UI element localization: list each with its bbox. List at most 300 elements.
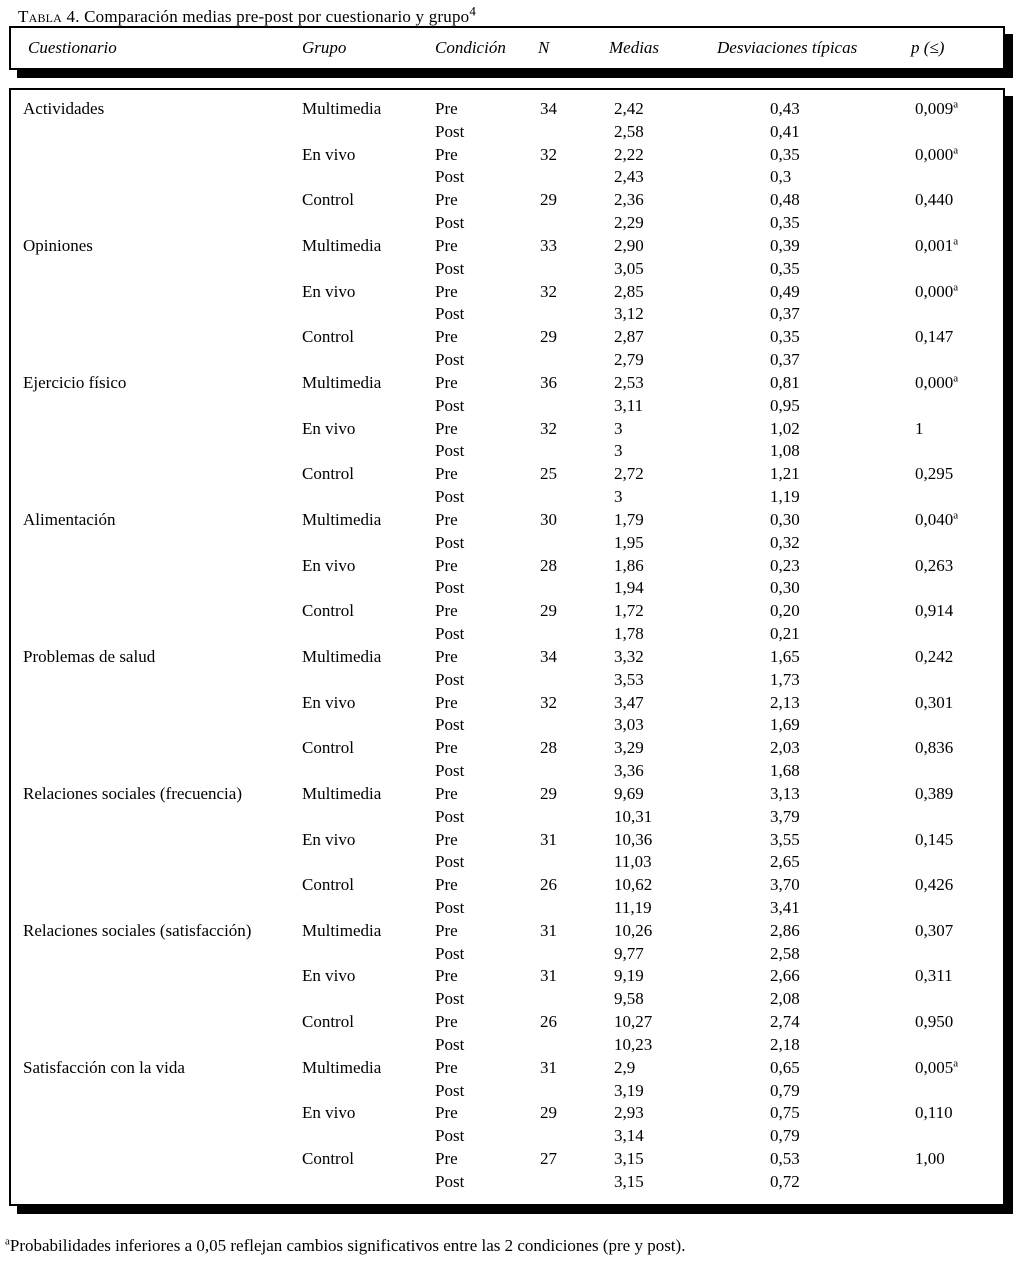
cell-sd: 0,20	[770, 601, 800, 621]
cell-media: 3,14	[614, 1126, 644, 1146]
cell-p: 0,147	[915, 327, 954, 347]
cell-media: 3,32	[614, 646, 644, 666]
cell-p	[911, 440, 1003, 463]
cell-grupo: En vivo	[302, 281, 356, 301]
cell-n: 31	[540, 920, 557, 940]
cell-condicion: Pre	[435, 920, 458, 940]
cell-grupo	[302, 714, 435, 737]
column-header-grupo: Grupo	[302, 38, 347, 57]
cell-n	[538, 806, 609, 829]
table-row	[11, 829, 1003, 852]
table-row	[11, 281, 1003, 304]
table-row	[11, 98, 1003, 121]
cell-condicion: Post	[435, 213, 465, 233]
cell-sd: 2,74	[770, 1012, 800, 1032]
cell-p: 0,263	[915, 555, 954, 575]
cell-sd: 3,55	[770, 829, 800, 849]
cell-p: 1	[915, 418, 924, 438]
table-footnote	[5, 1236, 1024, 1256]
cell-p	[911, 897, 1003, 920]
table-row	[11, 121, 1003, 144]
cell-media: 9,19	[614, 966, 644, 986]
cell-condicion: Post	[435, 258, 465, 278]
cell-condicion: Post	[435, 1126, 465, 1146]
cell-n	[538, 669, 609, 692]
cell-cuestionario	[11, 212, 302, 235]
cell-n	[538, 258, 609, 281]
cell-media: 10,62	[614, 875, 653, 895]
table-row	[11, 1080, 1003, 1103]
cell-p: 0,950	[915, 1012, 954, 1032]
cell-media: 3,15	[614, 1171, 644, 1191]
cell-p	[911, 623, 1003, 646]
cell-cuestionario	[11, 189, 302, 212]
cell-p	[911, 851, 1003, 874]
cell-media: 9,58	[614, 989, 644, 1009]
cell-p	[911, 395, 1003, 418]
cell-sd: 2,13	[770, 692, 800, 712]
table-row	[11, 623, 1003, 646]
cell-cuestionario	[11, 395, 302, 418]
cell-sd: 2,86	[770, 920, 800, 940]
column-header-n: N	[538, 38, 550, 57]
cell-condicion: Post	[435, 578, 465, 598]
cell-sd: 0,48	[770, 190, 800, 210]
cell-grupo: Control	[302, 601, 354, 621]
cell-p	[911, 303, 1003, 326]
cell-media: 3	[614, 441, 623, 461]
cell-p: 0,836	[915, 738, 954, 758]
table-row	[11, 943, 1003, 966]
cell-cuestionario	[11, 851, 302, 874]
cell-cuestionario	[11, 806, 302, 829]
cell-media: 3,05	[614, 258, 644, 278]
cell-condicion: Pre	[435, 464, 458, 484]
cell-cuestionario: Ejercicio físico	[23, 372, 127, 392]
cell-grupo	[302, 395, 435, 418]
cell-condicion: Post	[435, 532, 465, 552]
cell-media: 3	[614, 487, 623, 507]
cell-cuestionario	[11, 965, 302, 988]
table-row	[11, 372, 1003, 395]
cell-media: 1,78	[614, 624, 644, 644]
cell-sd: 3,70	[770, 875, 800, 895]
table-title	[18, 3, 1024, 26]
cell-sd: 1,08	[770, 441, 800, 461]
cell-n: 29	[540, 601, 557, 621]
cell-grupo: Multimedia	[302, 783, 382, 803]
column-header-medias: Medias	[609, 38, 660, 57]
table-row	[11, 189, 1003, 212]
cell-grupo	[302, 897, 435, 920]
cell-cuestionario	[11, 303, 302, 326]
cell-cuestionario	[11, 897, 302, 920]
cell-sd: 0,30	[770, 509, 800, 529]
footnote-text: Probabilidades inferiores a 0,05 reflejan cambios significativos entre las 2 condiciones (pre y post).	[9, 1235, 686, 1255]
cell-p	[911, 943, 1003, 966]
cell-condicion: Pre	[435, 509, 458, 529]
cell-condicion: Post	[435, 761, 465, 781]
cell-n	[538, 212, 609, 235]
cell-grupo: En vivo	[302, 692, 356, 712]
significance-superscript: a	[953, 235, 959, 248]
cell-media: 2,53	[614, 372, 644, 392]
cell-cuestionario	[11, 943, 302, 966]
cell-grupo: Multimedia	[302, 372, 382, 392]
cell-media: 2,87	[614, 327, 644, 347]
cell-p: 0,040$^a$	[915, 509, 959, 529]
cell-p	[911, 1034, 1003, 1057]
table-row	[11, 1148, 1003, 1171]
cell-sd: 0,49	[770, 281, 800, 301]
cell-p: 0,000$^a$	[915, 372, 959, 392]
cell-n: 32	[540, 692, 557, 712]
cell-n	[538, 303, 609, 326]
table-row	[11, 212, 1003, 235]
cell-grupo: En vivo	[302, 555, 356, 575]
cell-cuestionario	[11, 829, 302, 852]
significance-superscript: a	[953, 98, 959, 111]
cell-condicion: Post	[435, 350, 465, 370]
cell-n	[538, 943, 609, 966]
header-table	[11, 28, 1003, 68]
cell-p: 0,000$^a$	[915, 144, 959, 164]
cell-p: 0,301	[915, 692, 954, 712]
cell-media: 10,31	[614, 806, 653, 826]
table-row	[11, 874, 1003, 897]
cell-grupo	[302, 1034, 435, 1057]
cell-grupo	[302, 851, 435, 874]
table-row	[11, 714, 1003, 737]
cell-condicion: Pre	[435, 1149, 458, 1169]
cell-condicion: Pre	[435, 692, 458, 712]
cell-condicion: Pre	[435, 235, 458, 255]
cell-sd: 0,35	[770, 327, 800, 347]
cell-media: 11,03	[614, 852, 652, 872]
cell-cuestionario	[11, 463, 302, 486]
cell-grupo	[302, 760, 435, 783]
table-row	[11, 532, 1003, 555]
cell-n: 34	[540, 646, 557, 666]
cell-p	[911, 1080, 1003, 1103]
column-header-cuestionario: Cuestionario	[28, 38, 117, 57]
cell-p: 0,145	[915, 829, 954, 849]
cell-n	[538, 532, 609, 555]
cell-cuestionario	[11, 1125, 302, 1148]
cell-grupo: Control	[302, 327, 354, 347]
significance-superscript: a	[953, 372, 959, 385]
cell-sd: 1,19	[770, 487, 800, 507]
cell-condicion: Post	[435, 1171, 465, 1191]
cell-cuestionario	[11, 737, 302, 760]
cell-sd: 2,65	[770, 852, 800, 872]
cell-condicion: Pre	[435, 418, 458, 438]
cell-condicion: Pre	[435, 783, 458, 803]
cell-sd: 1,73	[770, 669, 800, 689]
table-row	[11, 418, 1003, 441]
cell-cuestionario	[11, 600, 302, 623]
cell-sd: 0,79	[770, 1126, 800, 1146]
cell-n	[538, 577, 609, 600]
cell-p	[911, 806, 1003, 829]
cell-sd: 1,69	[770, 715, 800, 735]
cell-media: 3,29	[614, 738, 644, 758]
table-row	[11, 760, 1003, 783]
cell-cuestionario	[11, 258, 302, 281]
cell-condicion: Post	[435, 487, 465, 507]
document-page	[0, 3, 1024, 1269]
cell-sd: 2,18	[770, 1034, 800, 1054]
table-row	[11, 692, 1003, 715]
cell-media: 10,23	[614, 1034, 653, 1054]
table-row	[11, 509, 1003, 532]
table-row	[11, 440, 1003, 463]
cell-sd: 0,35	[770, 258, 800, 278]
cell-grupo: Multimedia	[302, 99, 382, 118]
cell-sd: 0,53	[770, 1149, 800, 1169]
cell-media: 2,9	[614, 1057, 636, 1077]
cell-condicion: Post	[435, 897, 465, 917]
cell-cuestionario	[11, 1171, 302, 1194]
cell-sd: 3,13	[770, 783, 800, 803]
table-body	[11, 98, 1003, 1194]
table-row	[11, 486, 1003, 509]
cell-media: 3,03	[614, 715, 644, 735]
cell-condicion: Pre	[435, 99, 458, 118]
cell-cuestionario	[11, 555, 302, 578]
cell-n	[538, 1171, 609, 1194]
column-header-condicion: Condición	[435, 38, 506, 57]
cell-sd: 0,39	[770, 235, 800, 255]
cell-p	[911, 486, 1003, 509]
cell-sd: 0,35	[770, 213, 800, 233]
table-row	[11, 1057, 1003, 1080]
cell-cuestionario	[11, 1102, 302, 1125]
cell-cuestionario: Relaciones sociales (frecuencia)	[23, 783, 242, 803]
table-row	[11, 920, 1003, 943]
cell-grupo: Control	[302, 875, 354, 895]
cell-condicion: Post	[435, 1080, 465, 1100]
cell-p	[911, 1171, 1003, 1194]
cell-sd: 1,65	[770, 646, 800, 666]
cell-p	[911, 1125, 1003, 1148]
cell-sd: 0,95	[770, 395, 800, 415]
cell-n: 31	[540, 966, 557, 986]
cell-sd: 0,79	[770, 1080, 800, 1100]
cell-sd: 1,02	[770, 418, 800, 438]
cell-n: 36	[540, 372, 557, 392]
table-row	[11, 326, 1003, 349]
cell-grupo: En vivo	[302, 829, 356, 849]
cell-media: 3,36	[614, 761, 644, 781]
cell-p: 0,242	[915, 646, 954, 666]
cell-media: 3,15	[614, 1149, 644, 1169]
cell-condicion: Pre	[435, 327, 458, 347]
cell-media: 2,36	[614, 190, 644, 210]
cell-sd: 0,21	[770, 624, 800, 644]
cell-cuestionario: Satisfacción con la vida	[23, 1057, 185, 1077]
table-row	[11, 851, 1003, 874]
cell-condicion: Pre	[435, 190, 458, 210]
cell-sd: 0,37	[770, 350, 800, 370]
cell-sd: 0,32	[770, 532, 800, 552]
cell-p: 0,110	[915, 1103, 953, 1123]
cell-media: 2,90	[614, 235, 644, 255]
cell-p	[911, 349, 1003, 372]
column-header-p: p (≤)	[911, 38, 945, 57]
cell-p	[911, 258, 1003, 281]
cell-n	[538, 1125, 609, 1148]
cell-media: 2,79	[614, 350, 644, 370]
table-body-box	[9, 88, 1005, 1206]
cell-cuestionario	[11, 532, 302, 555]
cell-p	[911, 714, 1003, 737]
cell-grupo	[302, 1080, 435, 1103]
cell-cuestionario	[11, 760, 302, 783]
cell-condicion: Post	[435, 1034, 465, 1054]
table-row	[11, 258, 1003, 281]
footnote-superscript: a	[5, 1235, 10, 1248]
cell-media: 2,58	[614, 121, 644, 141]
cell-condicion: Pre	[435, 1103, 458, 1123]
cell-grupo: Control	[302, 1149, 354, 1169]
cell-condicion: Pre	[435, 829, 458, 849]
cell-p	[911, 121, 1003, 144]
cell-condicion: Pre	[435, 1057, 458, 1077]
cell-media: 2,72	[614, 464, 644, 484]
cell-n	[538, 623, 609, 646]
table-row	[11, 349, 1003, 372]
cell-p: 0,005$^a$	[915, 1057, 959, 1077]
table-row	[11, 1011, 1003, 1034]
cell-p	[911, 760, 1003, 783]
cell-cuestionario: Problemas de salud	[23, 646, 156, 666]
table-row	[11, 646, 1003, 669]
cell-sd: 0,72	[770, 1171, 800, 1191]
cell-media: 1,79	[614, 509, 644, 529]
table-row	[11, 965, 1003, 988]
cell-grupo: Control	[302, 738, 354, 758]
table-header-box	[9, 26, 1005, 70]
cell-cuestionario: Opiniones	[23, 235, 93, 255]
cell-cuestionario	[11, 1034, 302, 1057]
cell-condicion: Post	[435, 806, 465, 826]
header-row	[11, 28, 1003, 68]
cell-p: 0,001$^a$	[915, 235, 959, 255]
cell-media: 3,53	[614, 669, 644, 689]
cell-p: 0,389	[915, 783, 954, 803]
cell-media: 1,94	[614, 578, 644, 598]
cell-media: 2,43	[614, 167, 644, 187]
cell-grupo	[302, 806, 435, 829]
cell-grupo: Control	[302, 1012, 354, 1032]
cell-n: 29	[540, 190, 557, 210]
cell-grupo: En vivo	[302, 1103, 356, 1123]
table-row	[11, 1125, 1003, 1148]
cell-sd: 0,23	[770, 555, 800, 575]
table-row	[11, 235, 1003, 258]
cell-media: 10,36	[614, 829, 653, 849]
cell-p: 0,009$^a$	[915, 98, 959, 118]
cell-cuestionario	[11, 144, 302, 167]
cell-cuestionario	[11, 326, 302, 349]
cell-n: 29	[540, 327, 557, 347]
cell-condicion: Pre	[435, 555, 458, 575]
cell-condicion: Post	[435, 167, 465, 187]
significance-superscript: a	[953, 509, 959, 522]
table-row	[11, 577, 1003, 600]
cell-sd: 1,21	[770, 464, 800, 484]
cell-cuestionario	[11, 1011, 302, 1034]
cell-n: 29	[540, 783, 557, 803]
cell-n: 31	[540, 1057, 557, 1077]
cell-n: 34	[540, 99, 557, 118]
cell-condicion: Pre	[435, 738, 458, 758]
cell-sd: 0,41	[770, 121, 800, 141]
cell-media: 3,19	[614, 1080, 644, 1100]
cell-sd: 1,68	[770, 761, 800, 781]
cell-grupo	[302, 121, 435, 144]
cell-p	[911, 988, 1003, 1011]
cell-grupo	[302, 349, 435, 372]
cell-cuestionario	[11, 281, 302, 304]
cell-condicion: Pre	[435, 601, 458, 621]
cell-media: 1,95	[614, 532, 644, 552]
cell-grupo: Control	[302, 464, 354, 484]
cell-condicion: Pre	[435, 281, 458, 301]
cell-sd: 0,3	[770, 167, 792, 187]
cell-grupo	[302, 532, 435, 555]
cell-grupo: Multimedia	[302, 646, 382, 666]
cell-cuestionario	[11, 714, 302, 737]
cell-grupo: En vivo	[302, 418, 356, 438]
cell-media: 2,22	[614, 144, 644, 164]
cell-n	[538, 440, 609, 463]
table-row	[11, 1102, 1003, 1125]
cell-grupo	[302, 303, 435, 326]
cell-p	[911, 166, 1003, 189]
cell-n: 29	[540, 1103, 557, 1123]
table-row	[11, 555, 1003, 578]
cell-cuestionario: Alimentación	[23, 509, 116, 529]
cell-p: 0,295	[915, 464, 954, 484]
cell-cuestionario	[11, 1148, 302, 1171]
cell-cuestionario	[11, 440, 302, 463]
cell-media: 3,47	[614, 692, 644, 712]
cell-grupo: Multimedia	[302, 235, 382, 255]
cell-condicion: Pre	[435, 1012, 458, 1032]
cell-n: 32	[540, 281, 557, 301]
cell-media: 2,85	[614, 281, 644, 301]
significance-superscript: a	[953, 144, 959, 156]
cell-n	[538, 714, 609, 737]
table-row	[11, 1171, 1003, 1194]
cell-media: 3,11	[614, 395, 644, 415]
cell-sd: 3,41	[770, 897, 800, 917]
cell-media: 11,19	[614, 897, 652, 917]
table-row	[11, 897, 1003, 920]
table-row	[11, 166, 1003, 189]
table-row	[11, 144, 1003, 167]
cell-media: 1,72	[614, 601, 644, 621]
table-row	[11, 303, 1003, 326]
data-table	[11, 98, 1003, 1194]
cell-media: 10,27	[614, 1012, 653, 1032]
cell-sd: 0,81	[770, 372, 800, 392]
cell-media: 10,26	[614, 920, 653, 940]
cell-n	[538, 1080, 609, 1103]
cell-condicion: Pre	[435, 144, 458, 164]
